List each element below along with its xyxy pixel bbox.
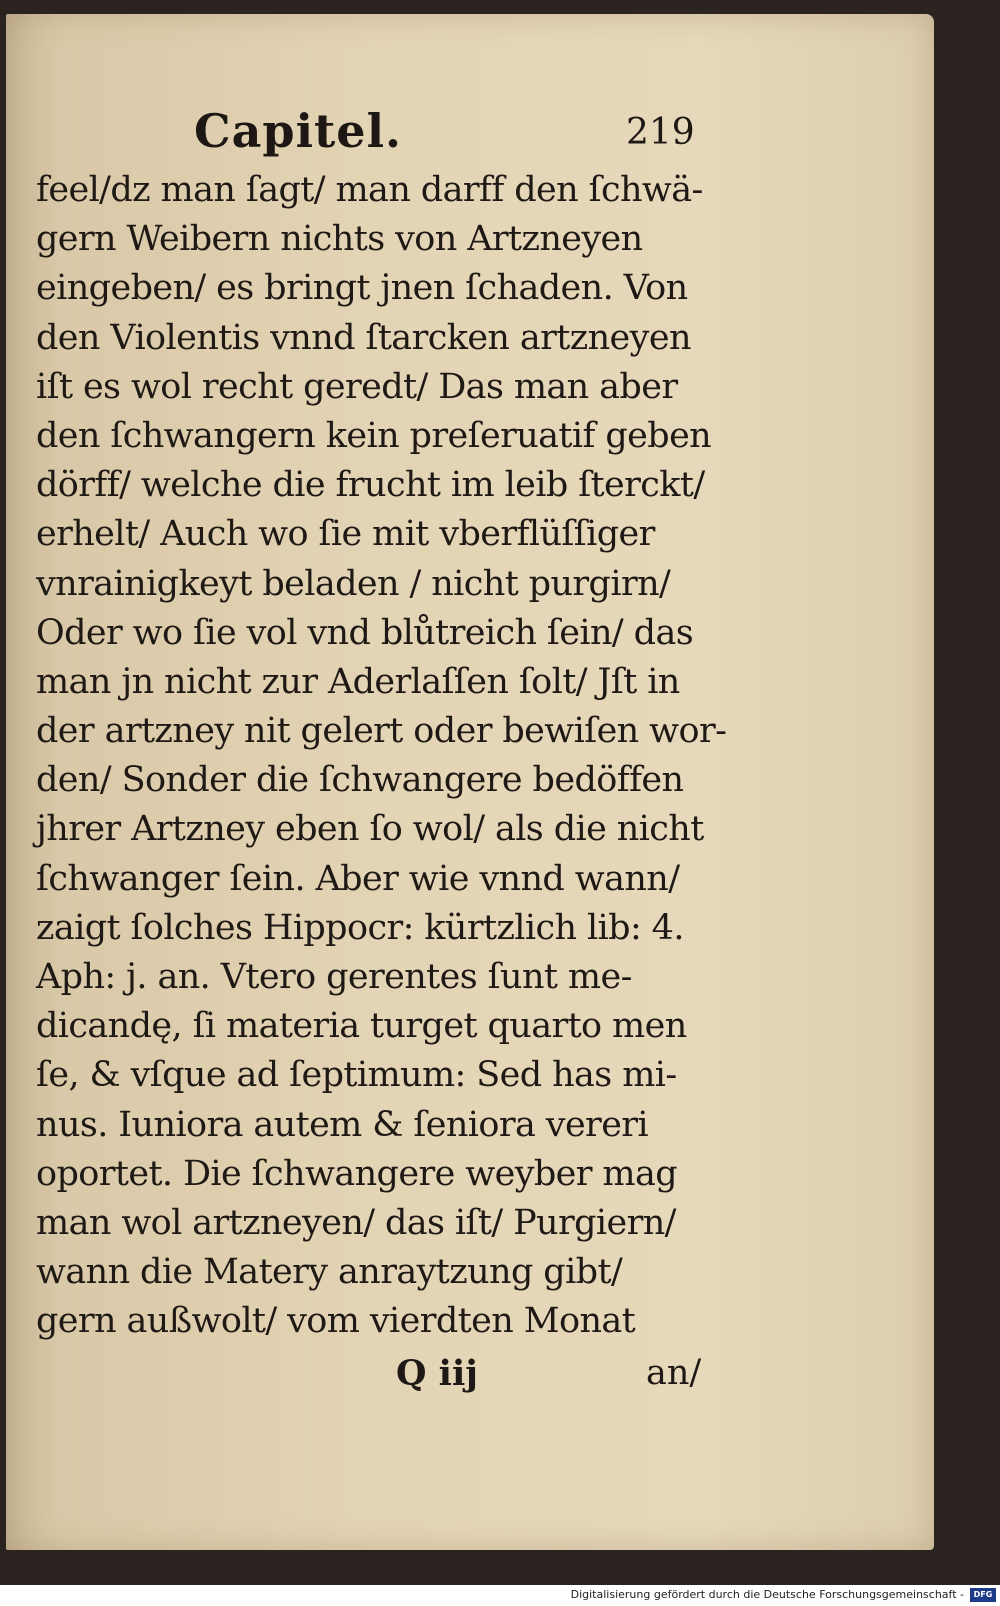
text-line: iſt es wol recht geredt/ Das man aber — [36, 366, 678, 407]
text-line: eingeben/ es bringt jnen ſchaden. Von — [36, 268, 688, 309]
text-line: nus. Iuniora autem & ſeniora vereri — [36, 1104, 649, 1145]
funding-credit: Digitalisierung gefördert durch die Deutsche Forschungsgemeinschaft - — [570, 1588, 964, 1601]
text-line: man jn nicht zur Aderlaſſen ſolt/ Jſt in — [36, 661, 680, 702]
text-line: Oder wo ſie vol vnd blůtreich ſein/ das — [36, 612, 694, 653]
text-line: jhrer Artzney eben ſo wol/ als die nicht — [36, 809, 704, 850]
text-line: ſe, & vſque ad ſeptimum: Sed has mi- — [36, 1055, 677, 1096]
text-line: der artzney nit gelert oder bewiſen wor- — [36, 711, 727, 752]
dfg-logo-icon: DFG — [970, 1588, 996, 1602]
page-footer — [36, 1353, 736, 1403]
text-line: oportet. Die ſchwangere weyber mag — [36, 1153, 678, 1194]
text-line: man wol artzneyen/ das iſt/ Purgiern/ — [36, 1202, 676, 1243]
body-text — [36, 166, 736, 1347]
running-header — [36, 104, 736, 166]
text-line: den Violentis vnnd ſtarcken artzneyen — [36, 317, 691, 358]
text-line: wann die Matery anraytzung gibt/ — [36, 1252, 623, 1293]
text-line: zaigt ſolches Hippocr: kürtzlich lib: 4. — [36, 907, 684, 948]
text-line: den/ Sonder die ſchwangere bedöffen — [36, 760, 684, 801]
running-title: Capitel. — [194, 104, 403, 158]
text-line: dörff/ welche die frucht im leib ſterckt/ — [36, 465, 705, 506]
text-line: vnrainigkeyt beladen / nicht purgirn/ — [36, 563, 671, 604]
signature-mark: Q iij — [396, 1352, 478, 1394]
text-line: gern Weibern nichts von Artzneyen — [36, 219, 643, 260]
text-line: Aph: j. an. Vtero gerentes ſunt me- — [36, 957, 632, 997]
catchword: an/ — [646, 1352, 702, 1393]
text-line: erhelt/ Auch wo ſie mit vberflüſſiger — [36, 514, 655, 555]
page-content — [36, 104, 736, 1403]
credit-bar — [0, 1585, 1000, 1606]
page-number: 219 — [626, 112, 695, 153]
text-line: gern außwolt/ vom vierdten Monat — [36, 1301, 636, 1342]
text-line: dicandę, ſi materia turget quarto men — [36, 1006, 687, 1047]
text-line: ſchwanger ſein. Aber wie vnnd wann/ — [36, 858, 680, 899]
book-page — [6, 14, 934, 1550]
text-line: feel/dz man ſagt/ man darff den ſchwä- — [36, 170, 703, 210]
text-line: den ſchwangern kein preſeruatif geben — [36, 415, 712, 456]
